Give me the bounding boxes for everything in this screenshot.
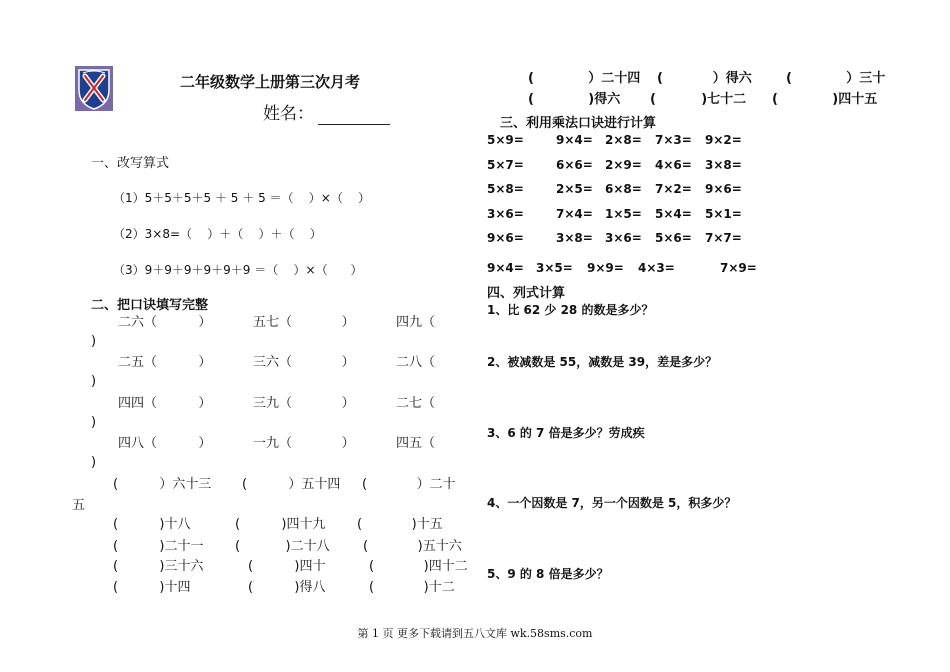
calc-item: 9×6=	[705, 182, 742, 196]
mnemonic-item: ( )五十六	[363, 539, 462, 554]
calc-item: 5×1=	[705, 206, 742, 221]
wrapped-char: 五	[72, 498, 86, 513]
mnemonic-item: ( ）三十	[786, 71, 886, 86]
mnemonic-item: 四八（ ）	[118, 436, 212, 451]
mnemonic-item: ( ）二十	[362, 477, 456, 492]
mnemonic-item: ( )得六	[528, 92, 621, 107]
calc-item: 7×2=	[655, 182, 692, 196]
mnemonic-item: ( )十二	[369, 580, 455, 595]
mnemonic-item: 四四（ ）	[118, 396, 212, 411]
calc-item: 5×8=	[487, 182, 524, 196]
calc-item: 9×2=	[705, 133, 742, 147]
mnemonic-item: 二六（ ）	[118, 315, 212, 330]
calc-item: 6×6=	[556, 157, 593, 172]
mnemonic-item: 二八（	[396, 355, 436, 370]
mnemonic-item: ( )得八	[248, 580, 326, 595]
mnemonic-item: ( )四十二	[369, 559, 468, 574]
calc-item: 2×5=	[556, 182, 593, 196]
mnemonic-item: 五七（ ）	[253, 315, 355, 330]
calc-item: 5×9=	[487, 133, 524, 147]
calc-item: 5×7=	[487, 157, 524, 172]
mnemonic-item: ( )四十五	[772, 92, 878, 107]
mnemonic-item: 二七（	[396, 396, 436, 411]
mnemonic-item: ( ）五十四	[242, 477, 341, 492]
mnemonic-item: ( )四十九	[235, 517, 326, 532]
mnemonic-item: ( )三十六	[113, 559, 204, 574]
calc-item: 2×8=	[605, 133, 642, 147]
mnemonic-item: ( ）二十四	[528, 71, 641, 86]
word-problem-2: 2、被减数是 55，减数是 39，差是多少？	[487, 355, 718, 369]
calc-item: 3×6=	[605, 231, 642, 245]
question-1-2: （2）3×8=（ ）＋（ ）＋（ ）	[113, 227, 322, 241]
calc-item: 2×9=	[605, 157, 642, 172]
mnemonic-item: 一九（ ）	[253, 436, 355, 451]
section-2-heading: 二、把口诀填写完整	[91, 298, 209, 313]
mnemonic-item: 二五（ ）	[118, 355, 212, 370]
mnemonic-item: ( ）六十三	[113, 477, 212, 492]
calc-item: 5×4=	[655, 206, 692, 221]
word-problem-3: 3、6 的 7 倍是多少？劳成疾	[487, 426, 645, 440]
word-problem-4: 4、一个因数是 7，另一个因数是 5，积多少？	[487, 496, 737, 510]
mnemonic-item: ( ）得六	[657, 71, 752, 86]
closing-paren: )	[91, 415, 97, 430]
mnemonic-item: ( )十五	[357, 517, 443, 532]
calc-item: 7×3=	[655, 133, 692, 147]
word-problem-5: 5、9 的 8 倍是多少？	[487, 567, 609, 581]
calc-item: 5×6=	[655, 231, 692, 245]
closing-paren: )	[91, 374, 97, 389]
calc-item: 7×4=	[556, 206, 593, 221]
mnemonic-item: ( )四十	[248, 559, 326, 574]
calc-item: 1×5=	[605, 206, 642, 221]
calc-item: 3×8=	[705, 157, 742, 172]
question-1-1: （1）5＋5＋5＋5 ＋ 5 ＋ 5 ＝（ ）×（ ）	[113, 191, 371, 205]
school-logo	[75, 66, 113, 111]
word-problem-1: 1、比 62 少 28 的数是多少？	[487, 303, 654, 317]
calc-item: 4×3=	[638, 261, 675, 275]
mnemonic-item: 三九（ ）	[253, 396, 355, 411]
section-3-heading: 三、利用乘法口诀进行计算	[500, 116, 657, 131]
page-title: 二年级数学上册第三次月考	[180, 73, 361, 91]
calc-item: 9×4=	[556, 133, 593, 147]
page-footer: 第 1 页 更多下载请到五八文库 wk.58sms.com	[357, 627, 593, 640]
name-input-line[interactable]	[318, 124, 390, 125]
closing-paren: )	[91, 334, 97, 349]
calc-item: 7×7=	[705, 231, 742, 245]
mnemonic-item: 四五（	[396, 436, 436, 451]
question-1-3: （3）9＋9＋9＋9＋9＋9 ＝（ ）×（ ）	[113, 263, 363, 277]
calc-item: 4×6=	[655, 157, 692, 172]
mnemonic-item: ( )十四	[113, 580, 191, 595]
mnemonic-item: ( )二十一	[113, 539, 204, 554]
section-1-heading: 一、改写算式	[91, 156, 170, 171]
mnemonic-item: ( )二十八	[235, 539, 330, 554]
name-label: 姓名：	[263, 104, 314, 124]
calc-item: 9×6=	[487, 231, 524, 245]
calc-item: 9×9=	[587, 261, 624, 275]
calc-item: 3×5=	[536, 261, 573, 275]
mnemonic-item: ( )七十二	[650, 92, 747, 107]
calc-item: 7×9=	[720, 261, 757, 275]
mnemonic-item: ( )十八	[113, 517, 191, 532]
calc-item: 6×8=	[605, 182, 642, 196]
closing-paren: )	[91, 455, 97, 470]
mnemonic-item: 三六（ ）	[253, 355, 355, 370]
mnemonic-item: 四九（	[396, 315, 436, 330]
calc-item: 3×6=	[487, 206, 524, 221]
section-4-heading: 四、列式计算	[487, 286, 566, 301]
calc-item: 3×8=	[556, 231, 593, 245]
calc-item: 9×4=	[487, 261, 524, 275]
